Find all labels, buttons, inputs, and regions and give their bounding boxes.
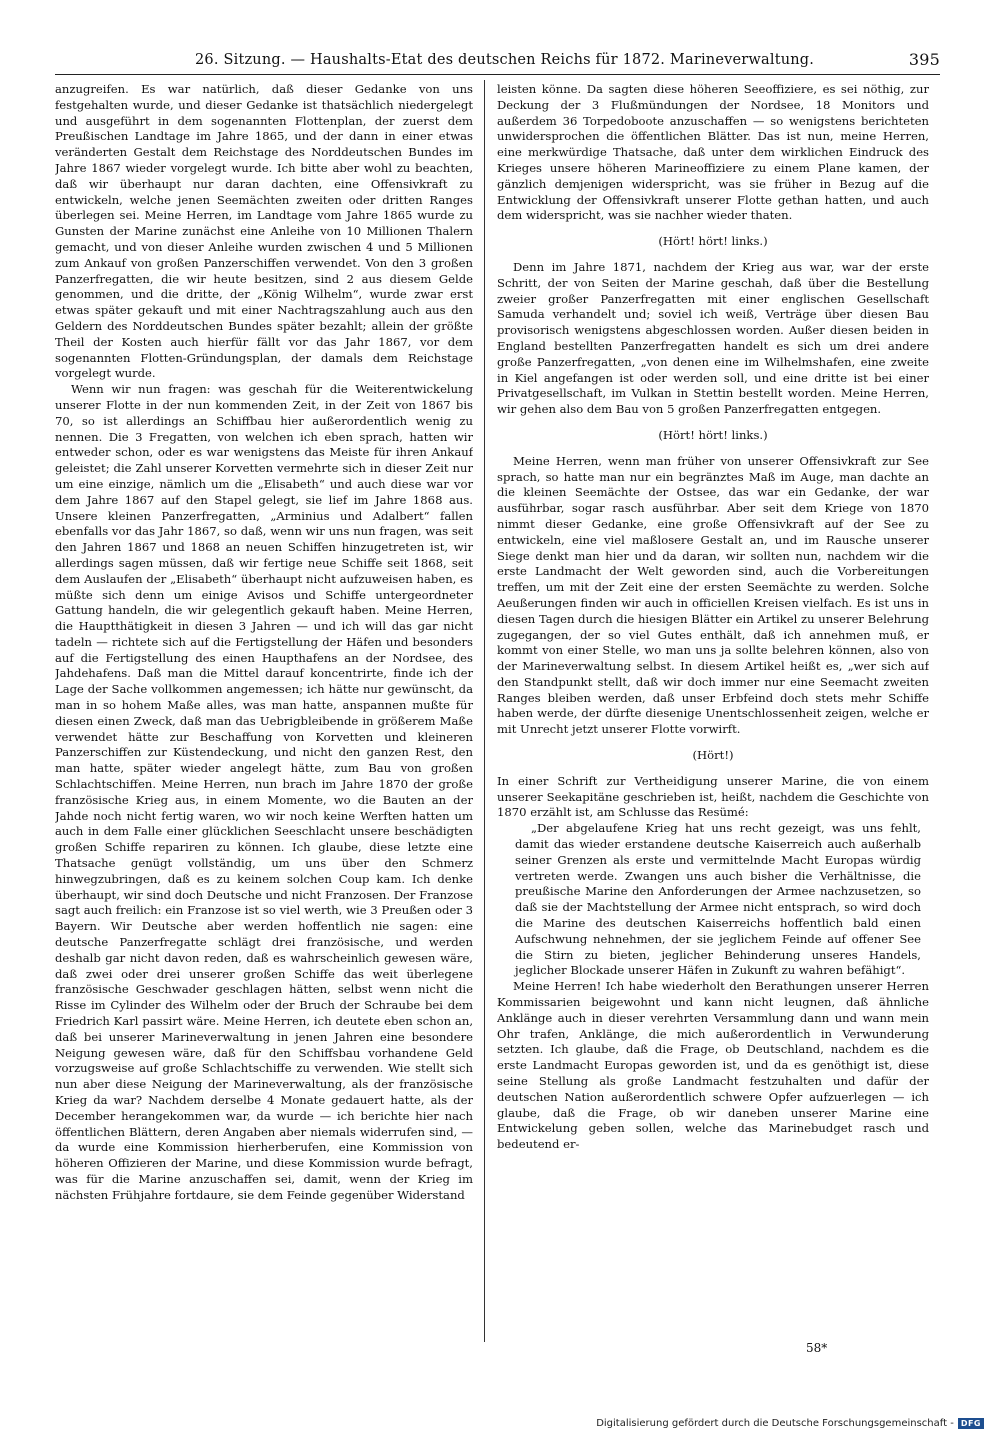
column-divider (484, 80, 485, 1342)
running-title: 26. Sitzung. — Haushalts-Etat des deutschen Reichs für 1872. Marineverwaltung. (195, 52, 815, 68)
interjection: (Hört! hört! links.) (658, 427, 768, 442)
paragraph: leisten könne. Da sagten diese höheren Seeoffiziere, es sei nöthig, zur Deckung der 3 Flußmündungen der Nordsee, 18 Monitors und außerdem 36 Torpedoboote anzuschaffen — so wenigstens berichteten unwidersprochen die öffentlichen Blätter. Das ist nun, meine Herren, eine merkwürdige Thatsache, daß unter dem wirklichen Eindruck des Krieges unsere höheren Marineoffiziere zu einem Plane kamen, der gänzlich demjenigen widerspricht, was sie früher in Bezug auf die Entwicklung der Offensivkraft unserer Flotte gethan hatten, und auch dem widerspricht, was sie nachher wieder thaten. (497, 82, 929, 223)
page-header (55, 50, 940, 75)
paragraph: Meine Herren! Ich habe wiederholt den Berathungen unserer Herren Kommissarien beigewohnt und kann nicht leugnen, daß ähnliche Anklänge auch in dieser verehrten Versammlung dann und wann mein Ohr trafen, Anklänge, die mich außerordentlich in Verwunderung setzten. Ich glaube, daß die Frage, ob Deutschland, nachdem es die erste Landmacht Europas geworden ist, und da es genöthigt ist, diese seine Stellung als große Landmacht festzuhalten und dafür der deutschen Nation außerordentlich schwere Opfer aufzuerlegen — ich glaube, daß die Frage, ob wir daneben unserer Marine eine Entwickelung geben sollen, welche das Marinebudget rasch und bedeutend er- (497, 979, 929, 1152)
interjection: (Hört!) (692, 748, 734, 763)
right-column (497, 82, 929, 1344)
paragraph: Denn im Jahre 1871, nachdem der Krieg aus war, war der erste Schritt, der von Seiten der Marine geschah, daß über die Bestellung zweier großer Panzerfregatten mit einer englischen Gesellschaft Samuda verhandelt und; soviel ich weiß, Verträge über diesen Bau provisorisch wenigstens abgeschlossen worden. Außer diesen beiden in England bestellten Panzerfregatten handelt es sich um drei andere große Panzerfregatten, „von denen eine im Wilhelmshafen, eine zweite in Kiel angefangen ist oder werden soll, und eine dritte ist bei einer Privatgesellschaft, im Vulkan in Stettin bestellt worden. Meine Herren, wir gehen also dem Bau von 5 großen Panzerfregatten entgegen. (497, 259, 929, 417)
left-column (55, 82, 473, 1344)
quote-text: „Der abgelaufene Krieg hat uns recht gezeigt, was uns fehlt, damit das wieder erstandene deutsche Kaiserreich auch außerhalb seiner Grenzen als erste und vermittelnde Macht Europas würdig vertreten werde. Zwangen uns auch bisher die Verhältnisse, die preußische Marine den Anforderungen der Armee nachzusetzen, so daß sie der Machtstellung der Armee nicht entsprach, so wird doch die Marine des deutschen Kaiserreichs hoffentlich bald einen Aufschwung nehnehmen, der sie jeglichem Feinde auf offener See die Stirn zu bieten, jeglicher Behinderung unseres Handels, jeglicher Blockade unserer Häfen in Zukunft zu wahren befähigt“. (515, 821, 921, 978)
signature-mark: 58* (806, 1341, 828, 1355)
footer-text: Digitalisierung gefördert durch die Deutsche Forschungsgemeinschaft - (596, 1418, 954, 1429)
footer (596, 1418, 984, 1429)
page-number: 395 (908, 50, 940, 69)
paragraph: Wenn wir nun fragen: was geschah für die Weiterentwickelung unserer Flotte in der nun kommenden Zeit, in der Zeit von 1867 bis 70, so ist allerdings an Schiffbau hier außerordentlich wenig zu nennen. Die 3 Fregatten, von welchen ich eben sprach, hatten wir entweder schon, oder es war wenigstens das Meiste für ihren Ankauf geleistet; die Zahl unserer Korvetten vermehrte sich in dieser Zeit nur um eine einzige, nämlich um die „Elisabeth“ und auch diese war vor dem Jahre 1867 auf den Stapel gelegt, sie lief im Jahre 1868 aus. Unsere kleinen Panzerfregatten, „Arminius und Adalbert“ fallen ebenfalls vor das Jahr 1867, so daß, wenn wir uns nun fragen, was seit den Jahren 1867 und 1868 an neuen Schiffen hinzugetreten ist, wir allerdings sagen müssen, daß wir fertige neue Schiffe seit 1868, seit dem Auslaufen der „Elisabeth“ überhaupt nicht aufzuweisen haben, es müßte sich denn um einige Avisos und Schiffe untergeordneter Gattung handeln, die wir gelegentlich gekauft haben. Meine Herren, die Hauptthätigkeit in diesen 3 Jahren — und ich will das gar nicht tadeln — richtete sich auf die Fertigstellung der Häfen und besonders auf die Fertigstellung des einen Haupthafens an der Nordsee, des Jahdehafens. Daß man die Mittel darauf koncentrirte, finde ich der Lage der Sache vollkommen angemessen; ich hätte nur gewünscht, da man in so hohem Maße alles, was man hatte, anspannen mußte für diesen einen Zweck, daß man das Uebrigbleibende in größerem Maße verwendet hätte zur Beschaffung von Korvetten und kleineren Panzerschiffen zur Küstendeckung, und nicht den ganzen Rest, den man hatte, später wieder angelegt hätte, zum Bau von großen Schlachtschiffen. Meine Herren, nun brach im Jahre 1870 der große französische Krieg aus, in einem Momente, wo die Bauten an der Jahde noch nicht fertig waren, wo wir noch keine Werften hatten um auch in dem Falle einer glücklichen Seeschlacht unsere beschädigten großen Schiffe repariren zu können. Ich glaube, diese letzte eine Thatsache genügt vollständig, um uns über den Schmerz hinwegzubringen, daß es zu keinem solchen Coup kam. Ich denke überhaupt, wir sind doch Deutsche und nicht Franzosen. Der Franzose sagt auch freilich: ein Franzose ist so viel werth, wie 3 Preußen oder 3 Bayern. Wir Deutsche aber werden hoffentlich nie sagen: eine deutsche Panzerfregatte schlägt drei französische, und werden deshalb gar nicht davon reden, daß es wahrscheinlich gewesen wäre, daß zwei oder drei unserer großen Schiffe das weit überlegene französische Geschwader geschlagen hätten, selbst wenn nicht die Risse im Cylinder des Wilhelm oder der Bruch der Schraube bei dem Friedrich Karl passirt wäre. Meine Herren, ich deutete eben schon an, daß bei unserer Marineverwaltung in jenen Jahren eine besondere Neigung gewesen wäre, daß für den Schiffsbau vorhandene Geld vorzugsweise auf große Schlachtschiffe zu verwenden. Wie stellt sich nun aber diese Neigung der Marineverwaltung, als der französische Krieg da war? Nachdem derselbe 4 Monate gedauert hatte, als der December herangekommen war, da wurde — ich berichte hier nach öffentlichen Blättern, deren Angaben aber niemals widerrufen sind, — da wurde eine Kommission hierherberufen, eine Kommission von höheren Offizieren der Marine, und diese Kommission wurde befragt, was für die Marine anzuschaffen sei, damit, wenn der Krieg im nächsten Frühjahre fortdaure, sie dem Feinde gegenüber Widerstand (55, 382, 473, 1202)
block-quote (515, 821, 921, 979)
paragraph: anzugreifen. Es war natürlich, daß dieser Gedanke von uns festgehalten wurde, und dieser Gedanke ist thatsächlich niedergelegt und ausgeführt in dem sogenannten Flottenplan, der zuerst dem Preußischen Landtage im Jahre 1865, und der dann in einer etwas veränderten Gestalt dem Reichstage des Norddeutschen Bundes im Jahre 1867 wieder vorgelegt wurde. Ich bitte aber wohl zu beachten, daß wir überhaupt nur daran dachten, eine Offensivkraft zu entwickeln, welche jenen Seemächten zweiten oder dritten Ranges überlegen sei. Meine Herren, im Landtage vom Jahre 1865 wurde zu Gunsten der Marine zunächst eine Anleihe von 10 Millionen Thalern gemacht, und von dieser Anleihe wurden zwischen 4 und 5 Millionen zum Ankauf von großen Panzerschiffen verwendet. Von den 3 großen Panzerfregatten, die wir heute besitzen, sind 2 aus diesem Gelde genommen, und die dritte, der „König Wilhelm“, wurde zwar erst etwas später gekauft und mit einer Nachtragszahlung auch aus den Geldern des Norddeutschen Bundes später bezahlt; allein der größte Theil der Kosten auch hierfür fällt vor das Jahr 1867, vor dem sogenannten Flotten-Gründungsplan, der damals dem Reichstage vorgelegt wurde. (55, 82, 473, 381)
paragraph: In einer Schrift zur Vertheidigung unserer Marine, die von einem unserer Seekapitäne geschrieben ist, heißt, nachdem die Geschichte von 1870 erzählt ist, am Schlusse das Resümé: (497, 773, 929, 820)
dfg-logo: DFG (958, 1418, 984, 1429)
interjection: (Hört! hört! links.) (658, 234, 768, 249)
paragraph: Meine Herren, wenn man früher von unserer Offensivkraft zur See sprach, so hatte man nur ein begränztes Maß im Auge, man dachte an die kleinen Seemächte der Ostsee, das war ein Gedanke, der war ausführbar, sogar rasch ausführbar. Aber seit dem Kriege von 1870 nimmt dieser Gedanke, eine große Offensivkraft auf der See zu entwickeln, eine viel maßlosere Gestalt an, und im Rausche unserer Siege denkt man hier und da daran, wir sollten nun, nachdem wir die erste Landmacht der Welt geworden sind, auch die Vorbereitungen treffen, um mit der Zeit eine der ersten Seemächte zu werden. Solche Aeußerungen finden wir auch in officiellen Kreisen vielfach. Es ist uns in diesen Tagen durch die hiesigen Blätter ein Artikel zu unserer Belehrung zugegangen, der so viel Gutes enthält, daß ich annehmen muß, er kommt von einer Stelle, wo man uns ja sollte belehren können, also von der Marineverwaltung selbst. In diesem Artikel heißt es, „wer sich auf den Standpunkt stellt, daß wir doch immer nur eine Seemacht zweiten Ranges bleiben werden, daß unser Erbfeind doch stets mehr Schiffe haben werde, der dürfte diesenige Unentschlossenheit zeigen, welche er mit Unrecht jetzt unserer Flotte vorwirft. (497, 453, 929, 737)
